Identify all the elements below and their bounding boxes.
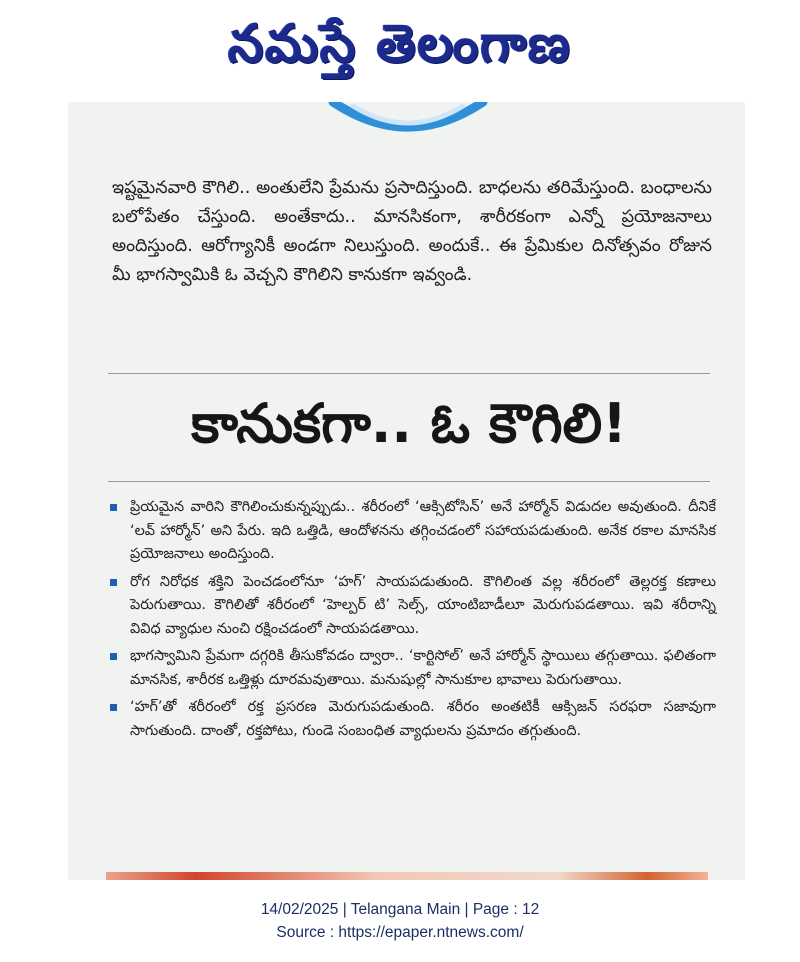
intro-paragraph: ఇష్టమైనవారి కౌగిలి.. అంతులేని ప్రేమను ప్రసాదిస్తుంది. బాధలను తరిమేస్తుంది. బంధాలను బలోపేతం చేస్తుంది. అంతేకాదు.. మానసికంగా, శారీరకంగా ఎన్నో ప్రయోజనాలు అందిస్తుంది. ఆరోగ్యానికీ అండగా నిలుస్తుంది. అందుకే.. ఈ ప్రేమికుల దినోత్సవం రోజున మీ భాగస్వామికి ఓ వెచ్చని కౌగిలిని కానుకగా ఇవ్వండి. xyxy=(112,178,712,285)
list-item xyxy=(108,571,716,642)
square-bullet-icon xyxy=(110,579,117,586)
list-item xyxy=(108,645,716,692)
list-item-text: ప్రియమైన వారిని కౌగిలించుకున్నప్పుడు.. శరీరంలో ‘ఆక్సిటోసిన్’ అనే హార్మోన్ విడుదల అవుతుంది. దీనికే ‘లవ్ హార్మోన్’ అని పేరు. ఇది ఒత్తిడి, ఆందోళనను తగ్గించడంలో సహాయపడుతుంది. అనేక రకాల మానసిక ప్రయోజనాలు అందిస్తుంది. xyxy=(130,499,716,562)
source-link[interactable]: Source : https://epaper.ntnews.com/ xyxy=(276,924,524,941)
list-item-text: రోగ నిరోధక శక్తిని పెంచడంలోనూ ‘హగ్’ సాయపడుతుంది. కౌగిలింత వల్ల శరీరంలో తెల్లరక్త కణాలు పెరుగుతాయి. కౌగిలితో శరీరంలో ‘హెల్పర్ టి’ సెల్స్, యాంటిబాడీలూ మెరుగుపడతాయి. ఇవి శరీరాన్ని వివిధ వ్యాధుల నుంచి రక్షించడంలో సాయపడతాయి. xyxy=(130,573,716,637)
list-item-text: భాగస్వామిని ప్రేమగా దగ్గరికి తీసుకోవడం ద్వారా.. ‘కార్టిసోల్’ అనే హార్మోన్ స్థాయిలు తగ్గుతాయి. ఫలితంగా మానసిక, శారీరక ఒత్తిళ్లు దూరమవుతాయి. మనుషుల్లో సానుకూల భావాలు పెరుగుతాయి. xyxy=(130,648,716,688)
list-item xyxy=(108,696,716,743)
square-bullet-icon xyxy=(110,504,117,511)
headline-top-divider xyxy=(108,373,710,374)
decorative-photo-strip xyxy=(106,872,708,880)
decorative-heart-art xyxy=(323,102,493,132)
article-clipping xyxy=(68,102,745,880)
square-bullet-icon xyxy=(110,704,117,711)
edition-info: 14/02/2025 | Telangana Main | Page : 12 xyxy=(260,901,540,918)
headline-bottom-divider xyxy=(108,481,710,482)
newspaper-logo: నమస్తే తెలంగాణ xyxy=(228,12,572,75)
list-item xyxy=(108,496,716,567)
masthead xyxy=(0,0,800,100)
square-bullet-icon xyxy=(110,653,117,660)
article-headline: కానుకగా.. ఓ కౌగిలి! xyxy=(191,391,627,455)
list-item-text: ‘హగ్’తో శరీరంలో రక్త ప్రసరణ మెరుగుపడుతుంది. శరీరం అంతటికీ ఆక్సిజన్ సరఫరా సజావుగా సాగుతుంది. దాంతో, రక్తపోటు, గుండె సంబంధిత వ్యాధులను ప్రమాదం తగ్గుతుంది. xyxy=(130,699,716,739)
benefit-list xyxy=(108,496,716,747)
